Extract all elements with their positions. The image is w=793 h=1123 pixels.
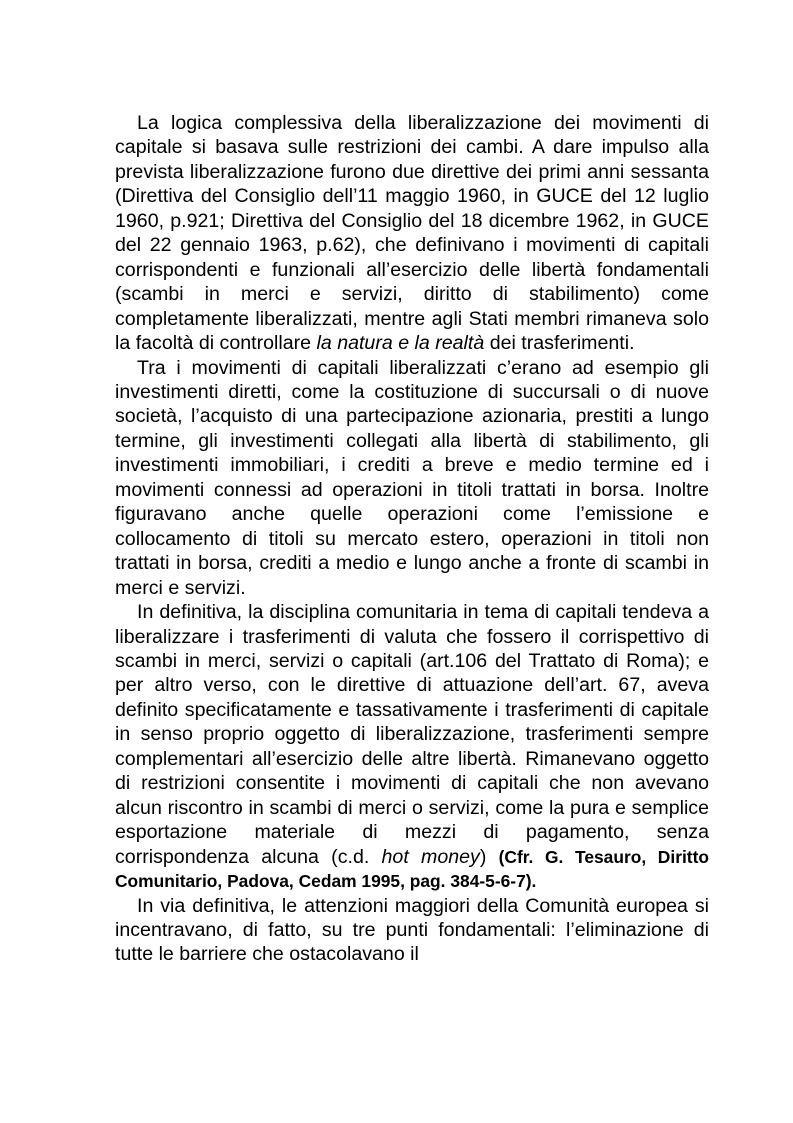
paragraph-2-text: Tra i movimenti di capitali liberalizzati c’erano ad esempio gli investimenti diretti, come la costituzione di succursali o di nuove società, l’acquisto di una partecipazione azionaria, prestiti a lungo termine, gli investimenti collegati alla libertà di stabilimento, gli investimenti immobiliari, i crediti a breve e medio termine ed i movimenti connessi ad operazioni in titoli trattati in borsa. Inoltre figuravano anche quelle operazioni come l’emissione e collocamento di titoli su mercato estero, operazioni in titoli non trattati in borsa, crediti a medio e lungo anche a fronte di scambi in merci e servizi.	[115, 356, 709, 599]
paragraph-1-text: La logica complessiva della liberalizzazione dei movimenti di capitale si basava sulle restrizioni dei cambi. A dare impulso alla prevista liberalizzazione furono due direttive dei primi anni sessanta (Direttiva del Consiglio dell’11 maggio 1960, in GUCE del 12 luglio 1960, p.921; Direttiva del Consiglio del 18 dicembre 1962, in GUCE del 22 gennaio 1963, p.62), che definivano i movimenti di capitali corrispondenti e funzionali all’esercizio delle libertà fondamentali (scambi in merci e servizi, diritto di stabilimento) come completamente liberalizzati, mentre agli Stati membri rimaneva solo la facoltà di controllare	[115, 112, 709, 355]
paragraph-1-text-end: dei trasferimenti.	[484, 332, 635, 355]
paragraph-4	[115, 894, 709, 967]
paragraph-4-text: In via definitiva, le attenzioni maggiori della Comunità europea si incentravano, di fatto, su tre punti fondamentali: l’eliminazione di tutte le barriere che ostacolavano il	[115, 894, 709, 966]
paragraph-2	[115, 356, 709, 601]
paragraph-3	[115, 600, 709, 893]
paragraph-3-text-close: )	[479, 845, 499, 868]
paragraph-3-emphasis: hot money	[381, 845, 480, 868]
citation: (Cfr. G. Tesauro, Diritto Comunitario, Padova, Cedam 1995, pag. 384-5-6-7).	[115, 846, 709, 892]
document-page	[115, 111, 709, 967]
paragraph-1-emphasis: la natura e la realtà	[316, 332, 485, 355]
paragraph-3-text: In definitiva, la disciplina comunitaria in tema di capitali tendeva a liberalizzare i trasferimenti di valuta che fossero il corrispettivo di scambi in merci, servizi o capitali (art.106 del Trattato di Roma); e per altro verso, con le direttive di attuazione dell’art. 67, aveva definito specificatamente e tassativamente i trasferimenti di capitale in senso proprio oggetto di liberalizzazione, trasferimenti sempre complementari all’esercizio delle altre libertà. Rimanevano oggetto di restrizioni consentite i movimenti di capitali che non avevano alcun riscontro in scambi di merci o servizi, come la pura e semplice esportazione materiale di mezzi di pagamento, senza corrispondenza alcuna (c.d.	[115, 601, 709, 868]
paragraph-1	[115, 111, 709, 356]
